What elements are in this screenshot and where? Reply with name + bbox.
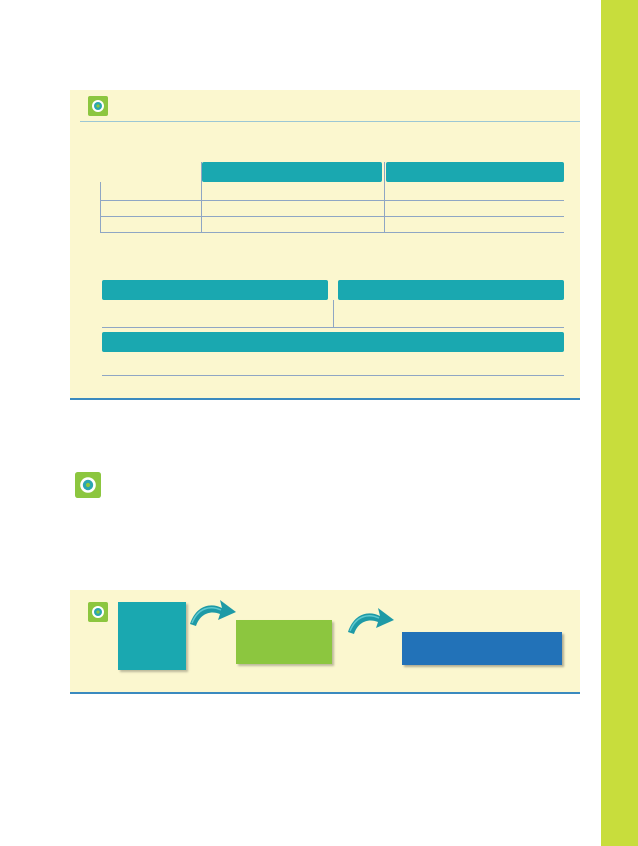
- pcd-box: [236, 620, 332, 664]
- flower-icon: [88, 602, 108, 622]
- table-col-line: [100, 182, 101, 232]
- annual-programming-box: [402, 632, 562, 665]
- section-capacidades-head: [84, 259, 102, 269]
- table-row-line: [100, 216, 564, 217]
- table-row-line: [100, 232, 564, 233]
- conocimientos-header: [338, 280, 564, 300]
- table-col-line: [333, 300, 334, 327]
- curricular-program-panel: [70, 90, 580, 400]
- strip-pattern-icon: [601, 0, 638, 846]
- table-col-line: [384, 162, 385, 232]
- table-row-line: [100, 200, 564, 201]
- pci-box: [118, 602, 186, 670]
- section-competencias: [84, 143, 98, 153]
- capacidades-header: [102, 280, 328, 300]
- flower-icon: [75, 472, 101, 498]
- side-decorative-strip: [601, 0, 638, 846]
- table-col-line: [201, 162, 202, 232]
- table-row-line: [102, 327, 564, 328]
- table-row-line: [102, 375, 564, 376]
- curved-arrow-icon: [188, 596, 238, 630]
- section-fundamentacion: [84, 131, 98, 141]
- cycle-vii-header: [386, 162, 564, 182]
- title-rule: [80, 121, 580, 122]
- header-pattern-icon: [72, 44, 480, 64]
- flower-icon: [88, 96, 108, 116]
- actitudes-header: [102, 332, 564, 352]
- cycle-vi-header: [202, 162, 382, 182]
- curved-arrow-icon: [346, 604, 396, 638]
